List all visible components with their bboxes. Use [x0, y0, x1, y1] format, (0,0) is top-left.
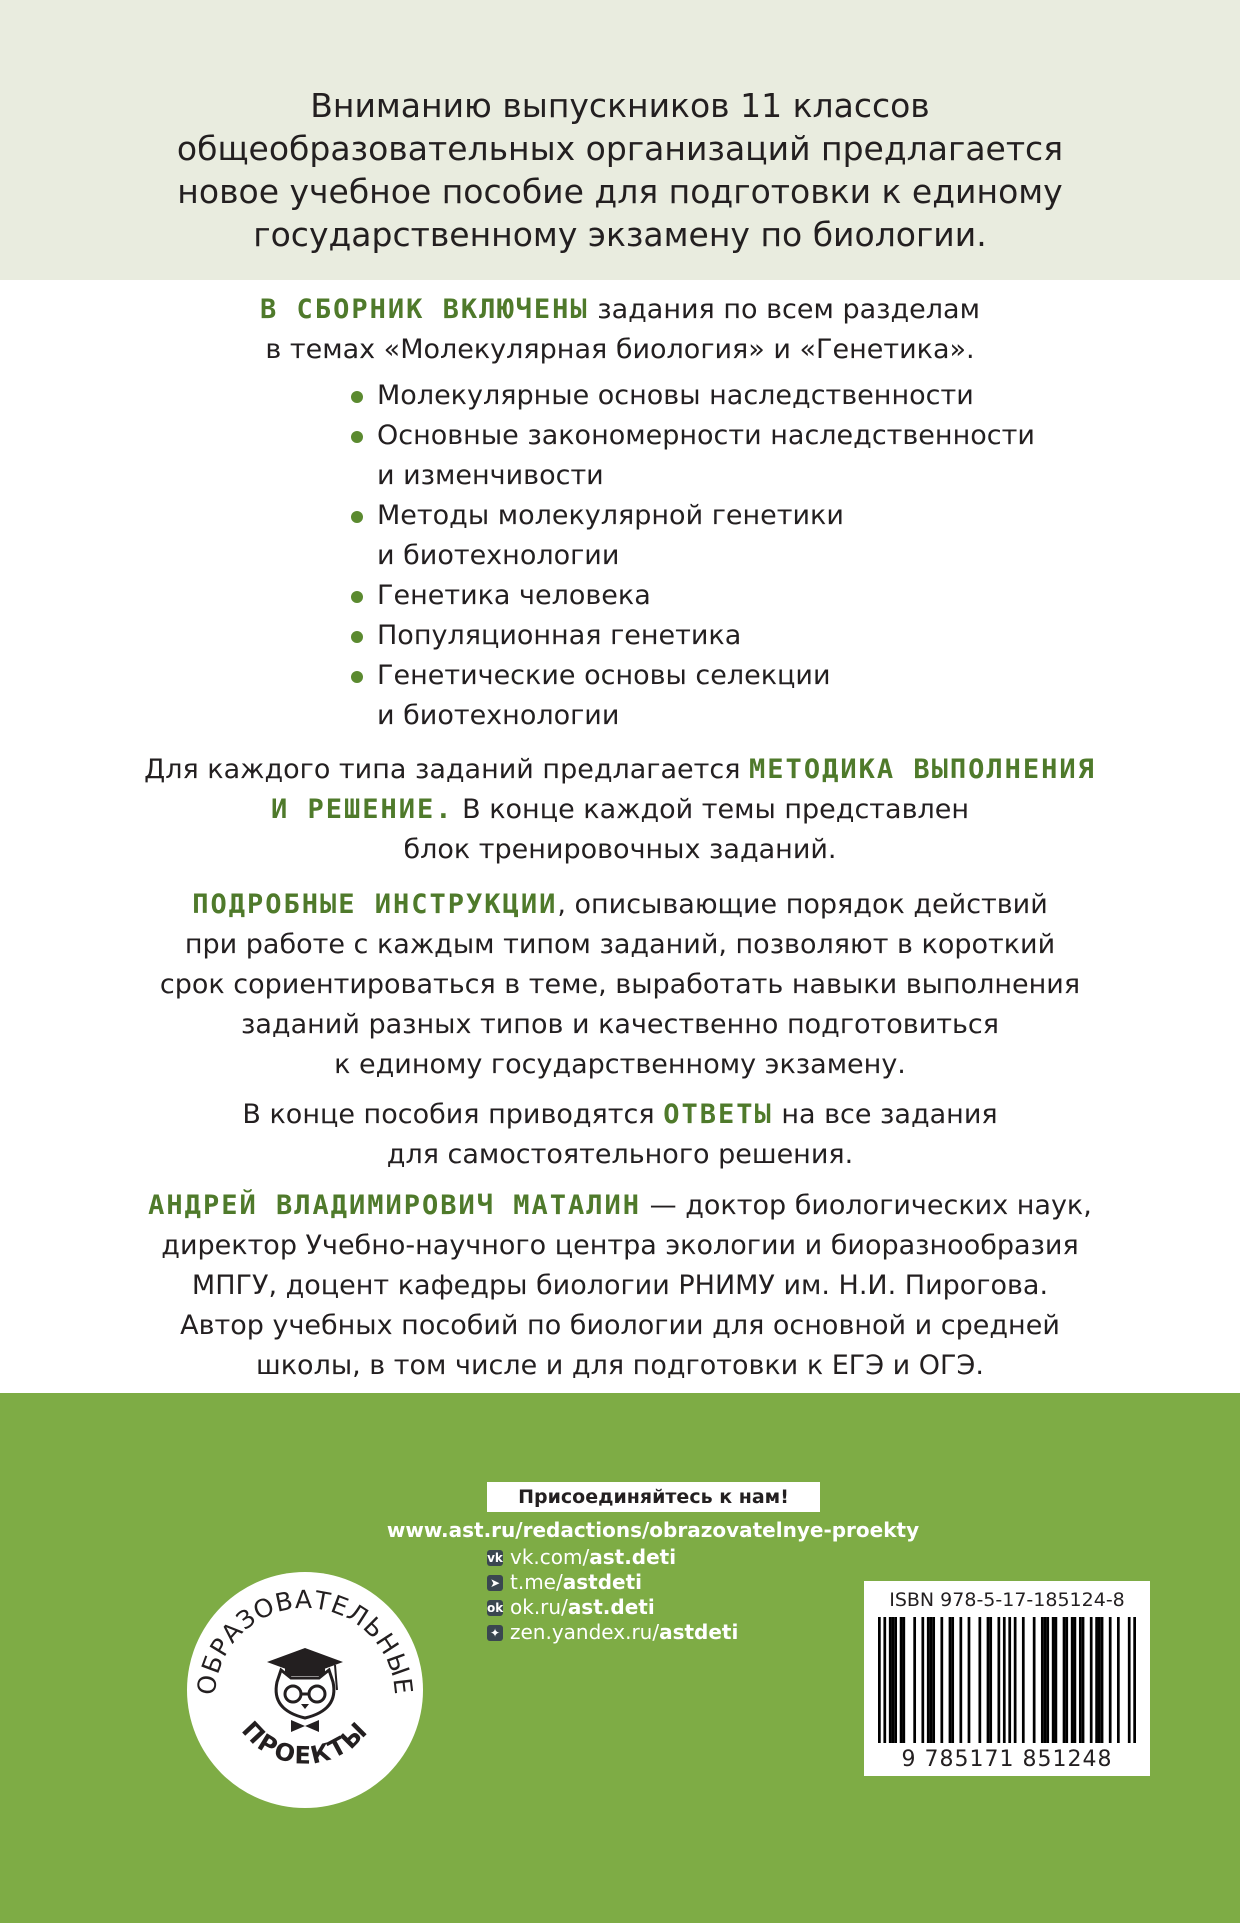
- intro-line: общеобразовательных организаций предлагается: [176, 129, 1064, 168]
- list-item: Популяционная генетика: [345, 616, 1105, 656]
- barcode-bar: [894, 1617, 897, 1743]
- contents-intro: В СБОРНИК ВКЛЮЧЕНЫ задания по всем разделам в темах «Молекулярная биология» и «Генетика».: [260, 294, 980, 365]
- isbn-label: ISBN 978-5-17-185124-8: [889, 1589, 1125, 1611]
- social-links: [487, 1545, 907, 1645]
- social-link-ok[interactable]: ok ok.ru/ ast.deti: [487, 1595, 655, 1619]
- barcode-bar: [1101, 1617, 1104, 1743]
- barcode-bar: [1052, 1617, 1055, 1743]
- barcode-bar: [1003, 1617, 1006, 1743]
- barcode-bar: [1079, 1617, 1082, 1743]
- intro-line: новое учебное пособие для подготовки к единому: [177, 172, 1063, 211]
- social-link-telegram[interactable]: ➤ t.me/ astdeti: [487, 1570, 907, 1595]
- logo-bottom-text: ПРОЕКТЫ: [236, 1715, 374, 1770]
- barcode-bar: [959, 1617, 962, 1743]
- ean-number: 9 785171 851248: [901, 1747, 1113, 1772]
- author-paragraph: АНДРЕЙ ВЛАДИМИРОВИЧ МАТАЛИН — доктор биологических наук, директор Учебно-научного центра экологии и биоразнообразия МПГУ, доцент кафедры биологии РНИМУ им. Н.И. Пирогова. Автор учебных пособий по биологии для основной и средней школы, в том числе и для подготовки к ЕГЭ и ОГЭ.: [148, 1190, 1092, 1381]
- list-item: Генетика человека: [345, 576, 1105, 616]
- barcode-bar: [1082, 1617, 1085, 1743]
- method-paragraph: Для каждого типа заданий предлагается МЕТОДИКА ВЫПОЛНЕНИЯ И РЕШЕНИЕ. В конце каждой темы представлен блок тренировочных заданий.: [144, 754, 1096, 865]
- barcode-bar: [1046, 1617, 1049, 1743]
- isbn-barcode: [864, 1581, 1150, 1776]
- list-item: Молекулярные основы наследственности: [345, 376, 1105, 416]
- barcode-bar: [1041, 1617, 1044, 1743]
- list-item: Генетические основы селекции и биотехнологии: [345, 656, 1105, 736]
- barcode-bar: [930, 1617, 933, 1743]
- barcode-bar: [900, 1617, 903, 1743]
- list-item: Методы молекулярной генетики и биотехнологии: [345, 496, 1105, 576]
- barcode-bar: [989, 1617, 992, 1743]
- barcode-bar: [1022, 1617, 1025, 1743]
- join-us-label: Присоединяйтесь к нам!: [487, 1482, 820, 1512]
- barcode-bar: [1117, 1617, 1120, 1743]
- barcode-bar: [1095, 1617, 1098, 1743]
- instructions-paragraph: ПОДРОБНЫЕ ИНСТРУКЦИИ, описывающие порядок действий при работе с каждым типом заданий, позволяют в короткий срок сориентироваться в теме, выработать навыки выполнения заданий разных типов и качественно подготовиться к единому государственному экзамену.: [159, 889, 1081, 1080]
- highlight-solution: И РЕШЕНИЕ.: [270, 794, 454, 825]
- barcode-bar: [1008, 1617, 1011, 1743]
- highlight-method: МЕТОДИКА ВЫПОЛНЕНИЯ: [749, 754, 1096, 785]
- telegram-icon: ➤: [487, 1575, 503, 1591]
- barcode-bar: [987, 1617, 990, 1743]
- barcode-bar: [1074, 1617, 1077, 1743]
- barcode-bar: [1033, 1617, 1036, 1743]
- barcode-bar: [1063, 1617, 1066, 1743]
- barcode-bar: [1098, 1617, 1101, 1743]
- publisher-logo: [185, 1570, 425, 1810]
- barcode-bar: [1071, 1617, 1074, 1743]
- barcode-bar: [951, 1617, 954, 1743]
- social-link-zen[interactable]: ✦ zen.yandex.ru/ astdeti: [487, 1620, 907, 1645]
- barcode-bar: [1090, 1617, 1093, 1743]
- logo-top-text: ОБРАЗОВАТЕЛЬНЫЕ: [191, 1584, 419, 1697]
- barcode-bar: [1109, 1617, 1112, 1743]
- barcode-bar: [927, 1617, 930, 1743]
- barcode-bar: [902, 1617, 905, 1743]
- vk-icon: vk: [487, 1550, 503, 1565]
- topic-list: [345, 376, 1105, 736]
- barcode-bar: [1055, 1617, 1058, 1743]
- barcode-bar: [913, 1617, 916, 1743]
- site-url-link[interactable]: www.ast.ru/redactions/obrazovatelnye-proekty: [386, 1518, 920, 1542]
- list-item: Основные закономерности наследственности и изменчивости: [345, 416, 1105, 496]
- zen-icon: ✦: [487, 1625, 503, 1641]
- social-link-vk[interactable]: vk vk.com/ ast.deti: [487, 1545, 677, 1569]
- barcode-bar: [978, 1617, 981, 1743]
- barcode-bar: [878, 1617, 881, 1743]
- barcode-bar: [1014, 1617, 1017, 1743]
- barcode-bar: [932, 1617, 935, 1743]
- barcode-bar: [997, 1617, 1000, 1743]
- barcode-bars: [878, 1617, 1136, 1743]
- intro-line: Вниманию выпускников 11 классов: [310, 86, 930, 125]
- intro-text: [120, 84, 1120, 256]
- barcode-bar: [968, 1617, 971, 1743]
- barcode-bar: [1065, 1617, 1068, 1743]
- barcode-bar: [1044, 1617, 1047, 1743]
- barcode-bar: [1133, 1617, 1136, 1743]
- barcode-bar: [1128, 1617, 1131, 1743]
- barcode-bar: [940, 1617, 943, 1743]
- odnoklassniki-icon: ok: [487, 1600, 504, 1615]
- highlight-instructions: ПОДРОБНЫЕ ИНСТРУКЦИИ: [192, 889, 558, 920]
- barcode-bar: [949, 1617, 952, 1743]
- intro-line: государственному экзамену по биологии.: [253, 215, 987, 254]
- author-name: АНДРЕЙ ВЛАДИМИРОВИЧ МАТАЛИН: [148, 1190, 642, 1221]
- highlight-answers: ОТВЕТЫ: [663, 1099, 773, 1130]
- barcode-bar: [921, 1617, 924, 1743]
- barcode-bar: [883, 1617, 886, 1743]
- answers-paragraph: В конце пособия приводятся ОТВЕТЫ на все задания для самостоятельного решения.: [242, 1099, 998, 1170]
- barcode-bar: [892, 1617, 895, 1743]
- barcode-bar: [889, 1617, 892, 1743]
- highlight-included: В СБОРНИК ВКЛЮЧЕНЫ: [260, 294, 589, 325]
